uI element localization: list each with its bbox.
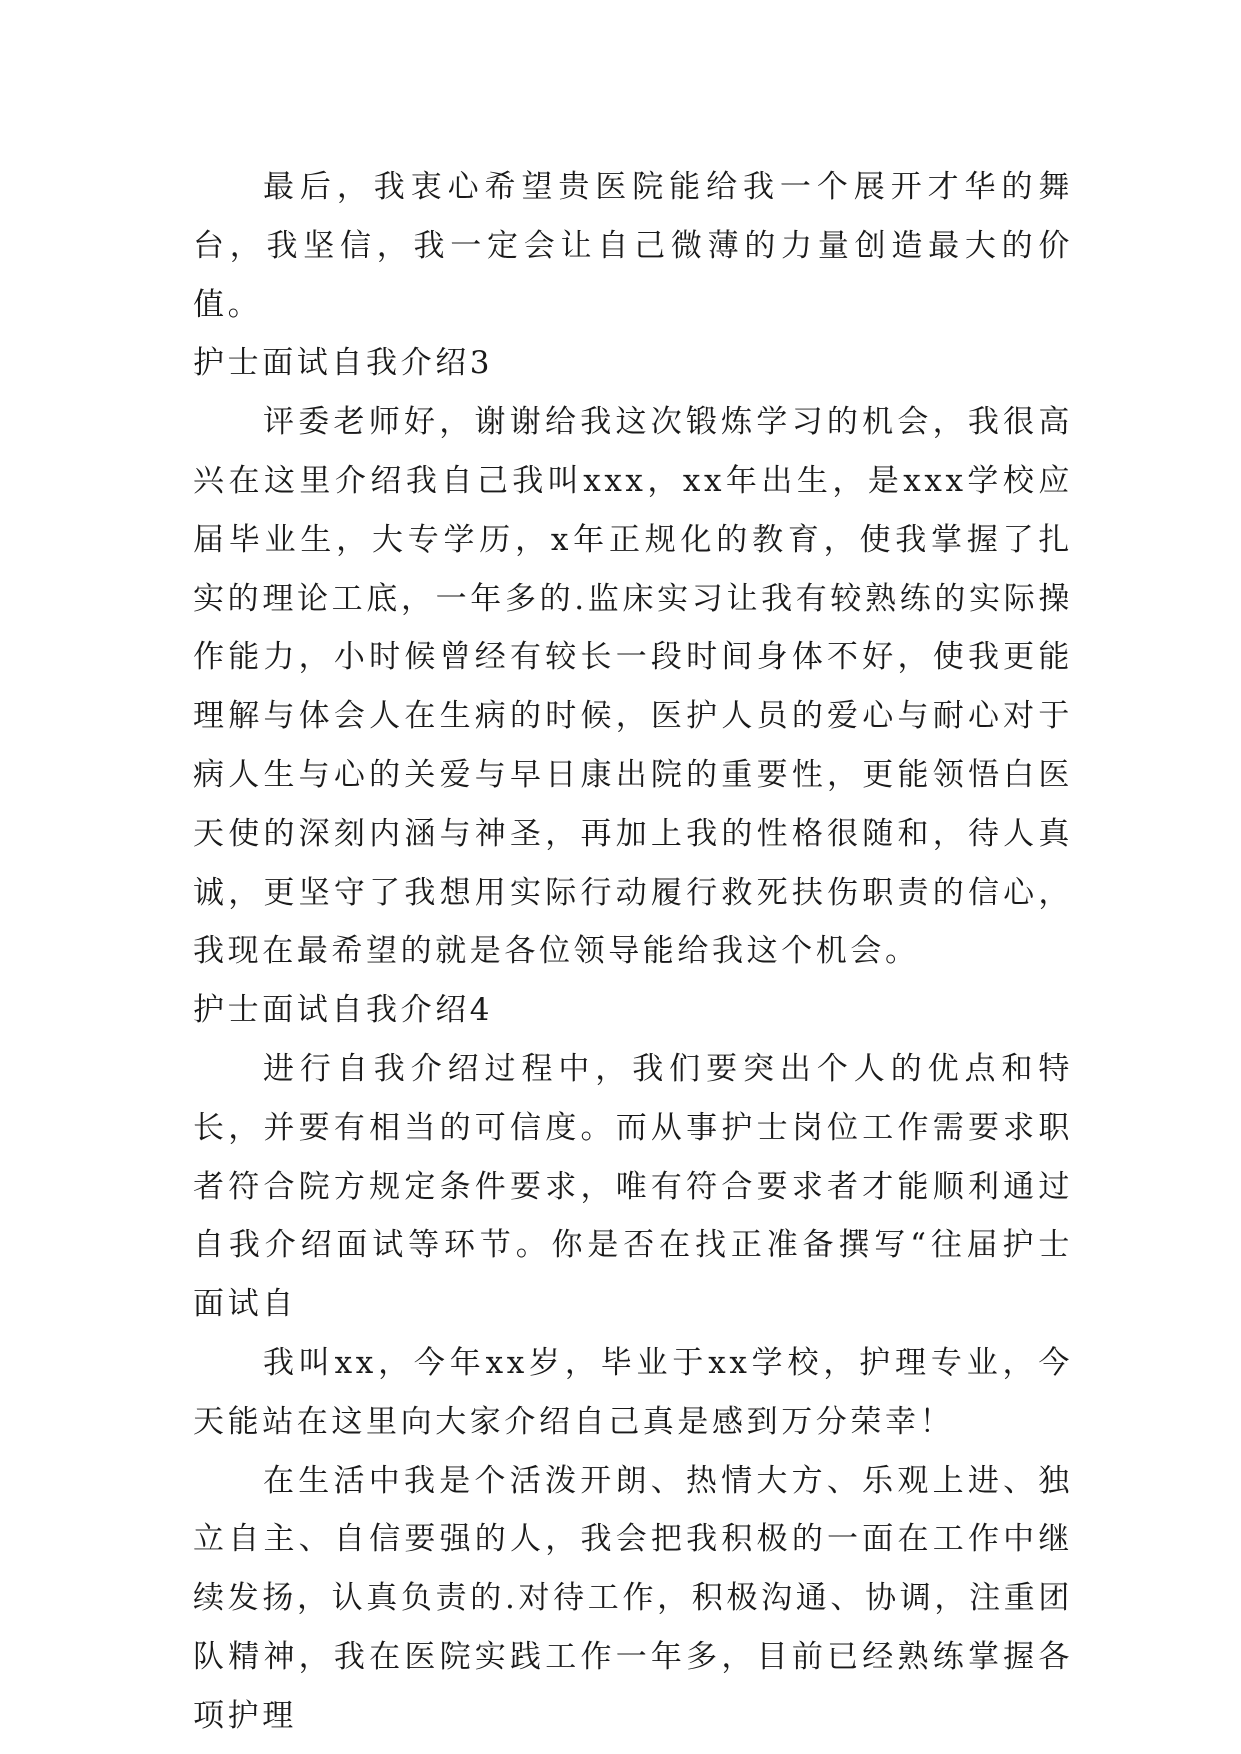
paragraph-intro-3: 评委老师好，谢谢给我这次锻炼学习的机会，我很高兴在这里介绍我自己我叫xxx，xx年出生，是xxx学校应届毕业生，大专学历，x年正规化的教育，使我掌握了扎实的理论工底，一年多的.监床实习让我有较熟练的实际操作能力，小时候曾经有较长一段时间身体不好，使我更能理解与体会人在生病的时候，医护人员的爱心与耐心对于病人生与心的关爱与早日康出院的重要性，更能领悟白医天使的深刻内涵与神圣，再加上我的性格很随和，待人真诚，更坚守了我想用实际行动履行救死扶伤职责的信心，我现在最希望的就是各位领导能给我这个机会。	[193, 404, 1073, 970]
document-body	[193, 158, 1073, 1746]
paragraph-closing: 最后，我衷心希望贵医院能给我一个展开才华的舞台，我坚信，我一定会让自己微薄的力量创造最大的价值。	[193, 169, 1073, 323]
paragraph-personality: 在生活中我是个活泼开朗、热情大方、乐观上进、独立自主、自信要强的人，我会把我积极的一面在工作中继续发扬，认真负责的.对待工作，积极沟通、协调，注重团队精神，我在医院实践工作一年多，目前已经熟练掌握各项护理	[193, 1462, 1073, 1734]
section-heading-4: 护士面试自我介绍4	[193, 992, 494, 1029]
paragraph-intro-4: 进行自我介绍过程中，我们要突出个人的优点和特长，并要有相当的可信度。而从事护士岗位工作需要求职者符合院方规定条件要求，唯有符合要求者才能顺利通过自我介绍面试等环节。你是否在找正准备撰写“往届护士面试自	[193, 1050, 1073, 1323]
section-heading-3: 护士面试自我介绍3	[193, 345, 494, 382]
paragraph-self-intro: 我叫xx，今年xx岁，毕业于xx学校，护理专业，今天能站在这里向大家介绍自己真是感到万分荣幸！	[193, 1344, 1073, 1440]
